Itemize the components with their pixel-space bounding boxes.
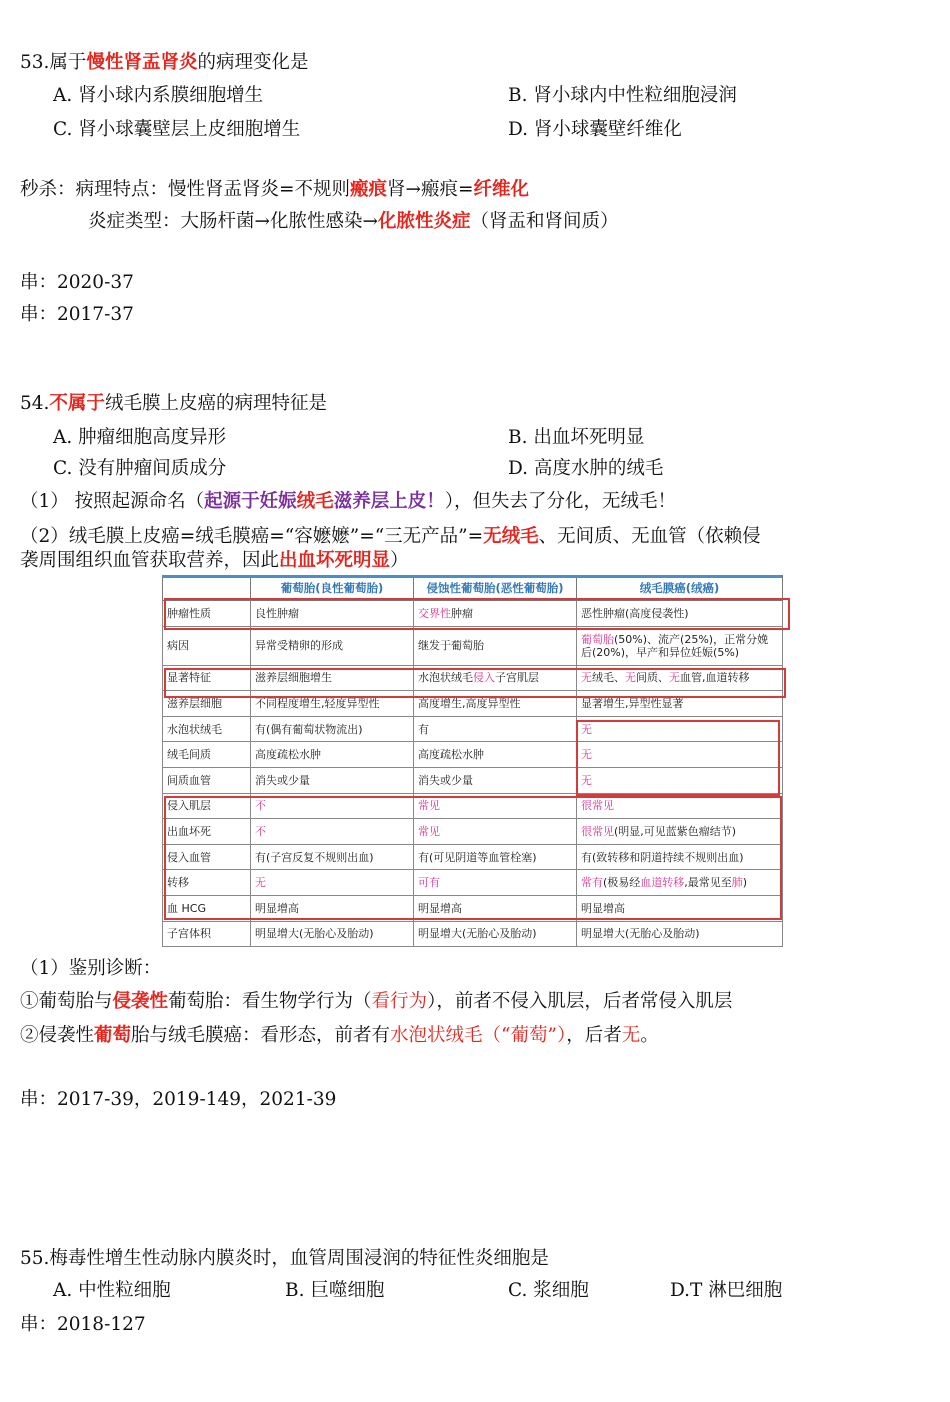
q54-diff-2: ②侵袭性葡萄胎与绒毛膜癌：看形态，前者有水泡状绒毛（“葡萄”），后者无。 — [20, 1025, 659, 1046]
table-row — [163, 665, 783, 691]
table-row — [163, 793, 783, 819]
table-row — [163, 691, 783, 717]
q55-ref: 串：2018-127 — [20, 1314, 146, 1335]
table-header-cell: 绒毛膜癌(绒癌) — [577, 576, 783, 601]
table-cell: 病因 — [163, 626, 251, 665]
table-cell: 血 HCG — [163, 895, 251, 921]
table-cell: 转移 — [163, 870, 251, 896]
q53-tip-pathology: 秒杀：病理特点：慢性肾盂肾炎=不规则瘢痕肾→瘢痕=纤维化 — [20, 179, 530, 200]
table-cell: 高度增生,高度异型性 — [414, 691, 577, 717]
table-cell: 消失或少量 — [414, 767, 577, 793]
table-row — [163, 921, 783, 947]
table-cell: 有(偶有葡萄状物流出) — [251, 716, 414, 742]
table-row — [163, 819, 783, 845]
q54-note-2: （2）绒毛膜上皮癌=绒毛膜癌=“容嬷嬷”=“三无产品”=无绒毛、无间质、无血管（依赖侵 — [20, 526, 761, 547]
table-cell: 无 — [577, 742, 783, 768]
table-cell: 良性肿瘤 — [251, 601, 414, 627]
table-cell: 有(致转移和阴道持续不规则出血) — [577, 844, 783, 870]
table-row — [163, 716, 783, 742]
table-cell: 侵入血管 — [163, 844, 251, 870]
table-cell: 水泡状绒毛侵入子宫肌层 — [414, 665, 577, 691]
table-row — [163, 601, 783, 627]
q55-option-d[interactable]: D.T 淋巴细胞 — [670, 1280, 783, 1301]
q55-option-a[interactable]: A. 中性粒细胞 — [53, 1280, 171, 1301]
q54-note-1: （1） 按照起源命名（起源于妊娠绒毛滋养层上皮！），但失去了分化，无绒毛！ — [20, 491, 676, 512]
q54-note-3: 袭周围组织血管获取营养，因此出血坏死明显） — [20, 550, 409, 571]
q53-option-b[interactable]: B. 肾小球内中性粒细胞浸润 — [508, 85, 737, 106]
q54-option-a[interactable]: A. 肿瘤细胞高度异形 — [53, 427, 227, 448]
q53-ref-1: 串：2020-37 — [20, 272, 134, 293]
table-top-rule — [162, 575, 782, 578]
table-cell: 有(子宫反复不规则出血) — [251, 844, 414, 870]
table-cell: 很常见(明显,可见蓝紫色瘤结节) — [577, 819, 783, 845]
table-cell: 葡萄胎(50%)、流产(25%)，正常分娩后(20%)，早产和异位妊娠(5%) — [577, 626, 783, 665]
table-cell: 不 — [251, 819, 414, 845]
table-cell: 常见 — [414, 793, 577, 819]
table-cell: 有 — [414, 716, 577, 742]
table-cell: 子宫体积 — [163, 921, 251, 947]
table-cell: 明显增高 — [414, 895, 577, 921]
table-row — [163, 870, 783, 896]
q53-stem: 53.属于慢性肾盂肾炎的病理变化是 — [20, 52, 309, 73]
table-row — [163, 895, 783, 921]
table-cell: 恶性肿瘤(高度侵袭性) — [577, 601, 783, 627]
table-cell: 明显增大(无胎心及胎动) — [251, 921, 414, 947]
table-header-row — [163, 576, 783, 601]
table-header-cell — [163, 576, 251, 601]
table-cell: 可有 — [414, 870, 577, 896]
table-cell: 明显增大(无胎心及胎动) — [577, 921, 783, 947]
table-cell: 消失或少量 — [251, 767, 414, 793]
table-cell: 显著增生,异型性显著 — [577, 691, 783, 717]
table-cell: 交界性肿瘤 — [414, 601, 577, 627]
q55-stem: 55.梅毒性增生性动脉内膜炎时，血管周围浸润的特征性炎细胞是 — [20, 1248, 549, 1269]
table-row — [163, 767, 783, 793]
q53-option-a[interactable]: A. 肾小球内系膜细胞增生 — [53, 85, 264, 106]
q55-option-b[interactable]: B. 巨噬细胞 — [285, 1280, 385, 1301]
q55-option-c[interactable]: C. 浆细胞 — [508, 1280, 589, 1301]
table-cell: 继发于葡萄胎 — [414, 626, 577, 665]
table-cell: 有(可见阴道等血管栓塞) — [414, 844, 577, 870]
table-row — [163, 742, 783, 768]
table-cell: 明显增高 — [251, 895, 414, 921]
table-cell: 常见 — [414, 819, 577, 845]
table-cell: 不 — [251, 793, 414, 819]
table-cell: 肿瘤性质 — [163, 601, 251, 627]
q53-option-c[interactable]: C. 肾小球囊壁层上皮细胞增生 — [53, 119, 301, 140]
table-cell: 常有(极易经血道转移,最常见至肺) — [577, 870, 783, 896]
table-cell: 出血坏死 — [163, 819, 251, 845]
q53-option-d[interactable]: D. 肾小球囊壁纤维化 — [508, 119, 682, 140]
q53-ref-2: 串：2017-37 — [20, 304, 134, 325]
table-cell: 无 — [577, 716, 783, 742]
table-cell: 高度疏松水肿 — [251, 742, 414, 768]
q54-ref: 串：2017-39，2019-149，2021-39 — [20, 1089, 337, 1110]
table-cell: 侵入肌层 — [163, 793, 251, 819]
table-cell: 不同程度增生,轻度异型性 — [251, 691, 414, 717]
table-row — [163, 844, 783, 870]
table-cell: 高度疏松水肿 — [414, 742, 577, 768]
table-cell: 无绒毛、无间质、无血管,血道转移 — [577, 665, 783, 691]
table-cell: 无 — [577, 767, 783, 793]
q54-option-d[interactable]: D. 高度水肿的绒毛 — [508, 458, 664, 479]
table-cell: 滋养层细胞 — [163, 691, 251, 717]
table-cell: 绒毛间质 — [163, 742, 251, 768]
table-cell: 间质血管 — [163, 767, 251, 793]
table-cell: 明显增大(无胎心及胎动) — [414, 921, 577, 947]
table-cell: 水泡状绒毛 — [163, 716, 251, 742]
table-cell: 异常受精卵的形成 — [251, 626, 414, 665]
table-header-cell: 侵蚀性葡萄胎(恶性葡萄胎) — [414, 576, 577, 601]
q54-diff-1: ①葡萄胎与侵袭性葡萄胎：看生物学行为（看行为），前者不侵入肌层，后者常侵入肌层 — [20, 991, 733, 1012]
q54-option-b[interactable]: B. 出血坏死明显 — [508, 427, 645, 448]
comparison-table — [162, 575, 784, 945]
table-cell: 滋养层细胞增生 — [251, 665, 414, 691]
q53-tip-inflammation: 炎症类型：大肠杆菌→化脓性感染→化脓性炎症（肾盂和肾间质） — [88, 211, 619, 232]
q54-diff-title: （1）鉴别诊断： — [20, 958, 162, 979]
table-header-cell: 葡萄胎(良性葡萄胎) — [251, 576, 414, 601]
table-cell: 明显增高 — [577, 895, 783, 921]
table-cell: 无 — [251, 870, 414, 896]
table-cell: 很常见 — [577, 793, 783, 819]
table-cell: 显著特征 — [163, 665, 251, 691]
q54-option-c[interactable]: C. 没有肿瘤间质成分 — [53, 458, 227, 479]
table-row — [163, 626, 783, 665]
q54-stem: 54.不属于绒毛膜上皮癌的病理特征是 — [20, 393, 327, 414]
